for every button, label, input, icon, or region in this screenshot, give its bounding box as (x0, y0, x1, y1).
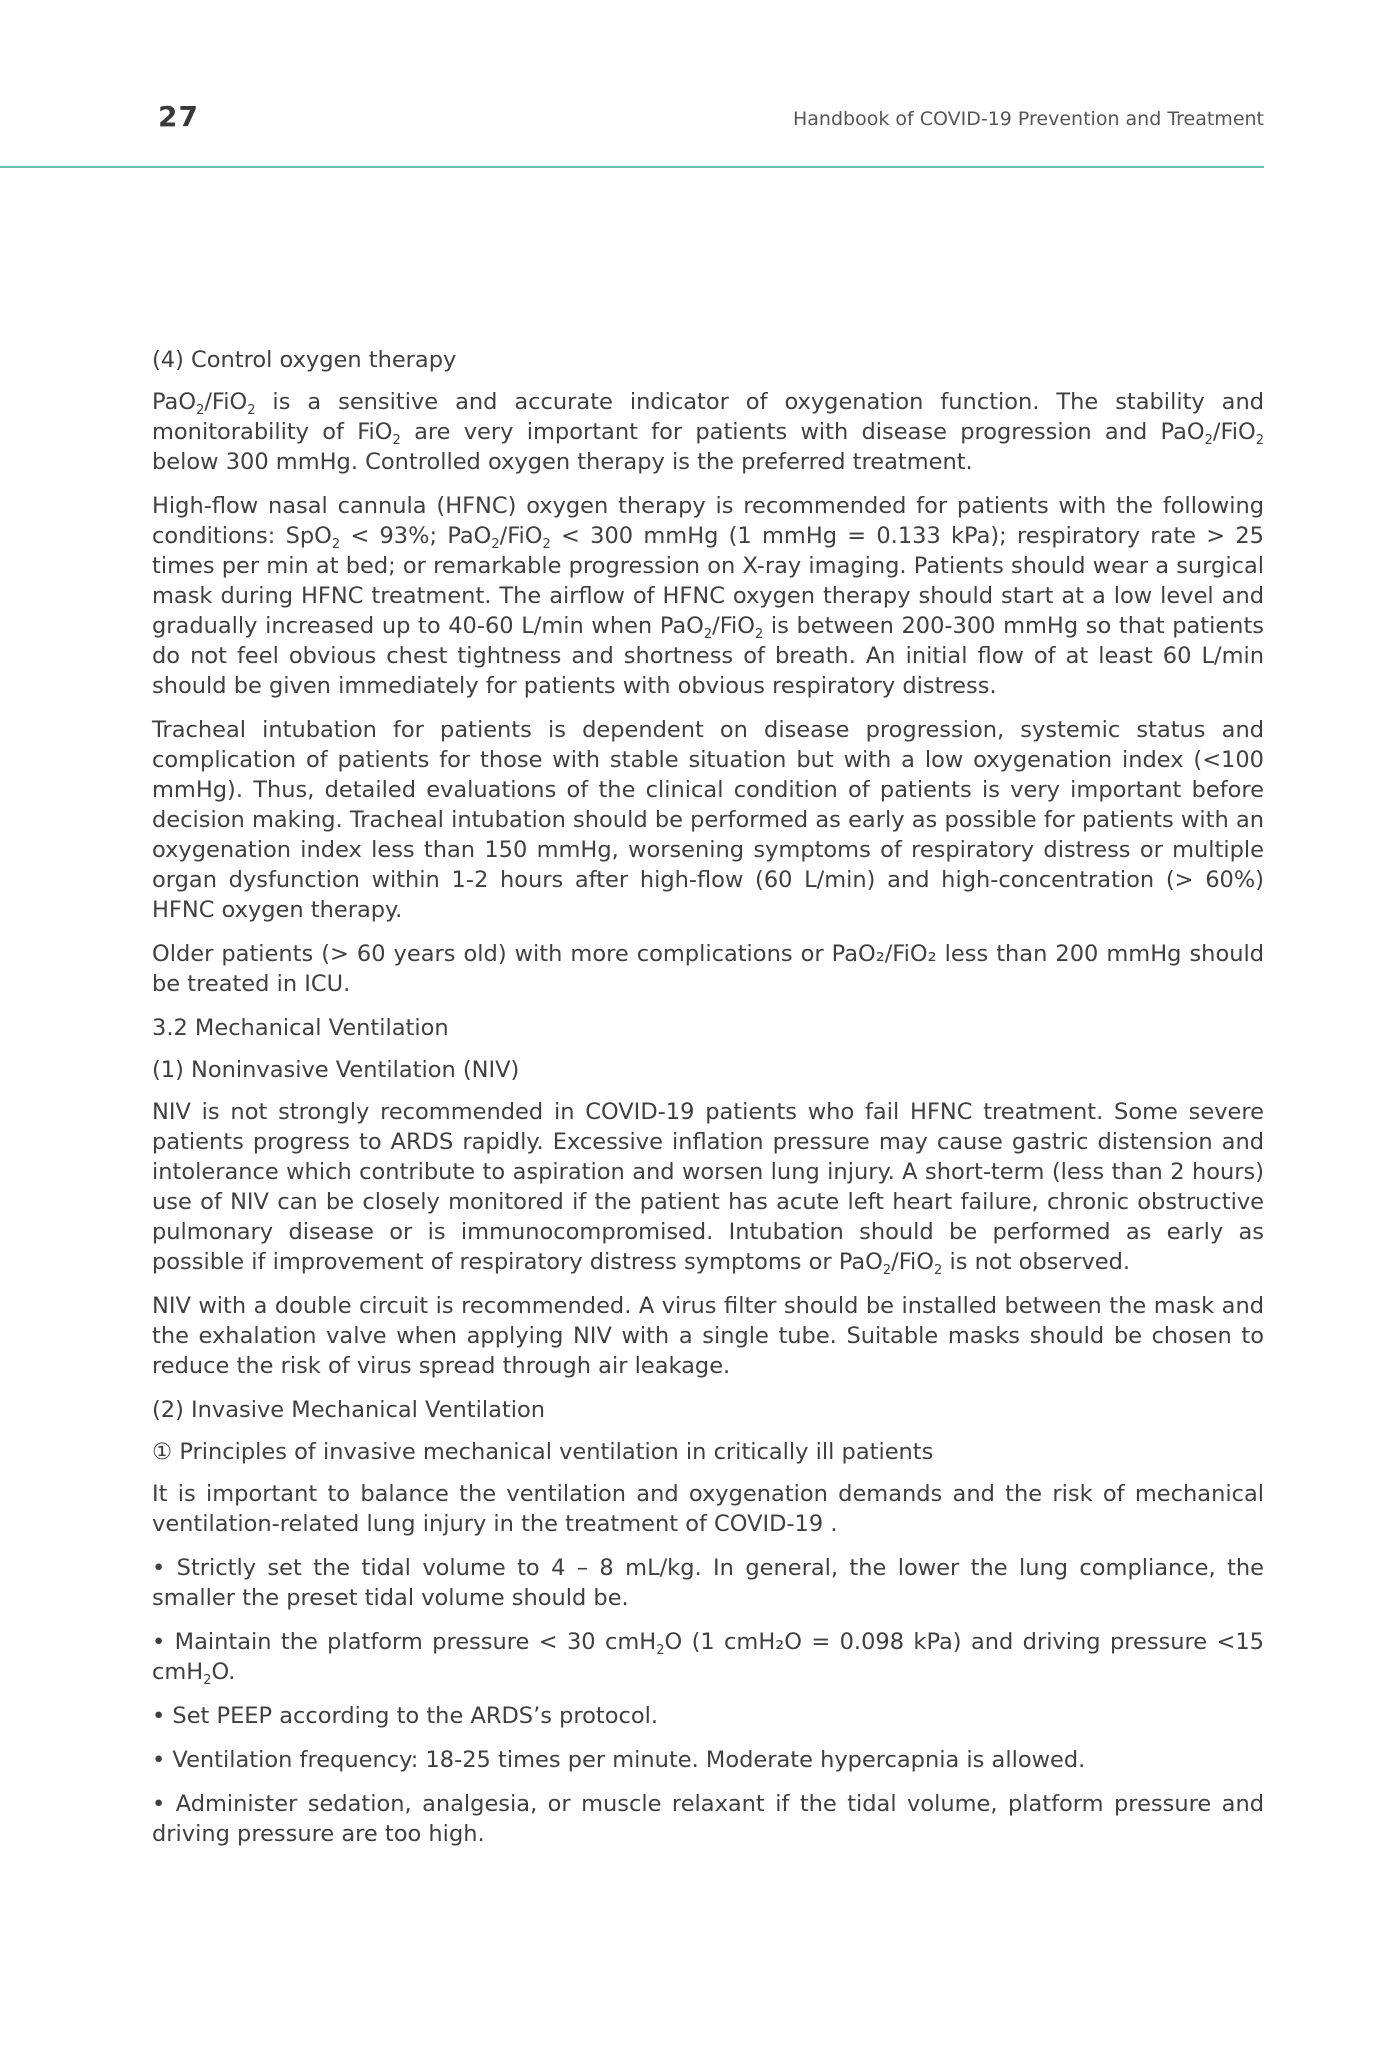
paragraph-hfnc-therapy: High-flow nasal cannula (HFNC) oxygen therapy is recommended for patients with the following conditions: SpO$_2$ < 93%; PaO$_2$/FiO$_2$ < 300 mmHg (1 mmHg = 0.133 kPa); respiratory rate > 25 times per min at bed; or remarkable progression on X-ray imaging. Patients should wear a surgical mask during HFNC treatment. The airflow of HFNC oxygen therapy should start at a low level and gradually increased up to 40-60 L/min when PaO$_2$/FiO$_2$ is between 200-300 mmHg so that patients do not feel obvious chest tightness and shortness of breath. An initial flow of at least 60 L/min should be given immediately for patients with obvious respiratory distress. (152, 493, 1264, 699)
page-header (0, 0, 1397, 170)
bullet-ventilation-frequency: • Ventilation frequency: 18-25 times per minute. Moderate hypercapnia is allowed. (152, 1747, 1086, 1773)
page-number: 27 (158, 100, 199, 133)
section-heading-control-oxygen-therapy: (4) Control oxygen therapy (152, 347, 457, 373)
paragraph-niv-double-circuit: NIV with a double circuit is recommended. A virus filter should be installed between the mask and the exhalation valve when applying NIV with a single tube. Suitable masks should be chosen to reduce the risk of virus spread through air leakage. (152, 1293, 1264, 1379)
bullet-peep: • Set PEEP according to the ARDS’s protocol. (152, 1703, 659, 1729)
page-body (152, 345, 1264, 1863)
header-divider (0, 166, 1264, 168)
bullet-platform-pressure: • Maintain the platform pressure < 30 cmH$_2$O (1 cmH₂O = 0.098 kPa) and driving pressure <15 cmH$_2$O. (152, 1629, 1264, 1688)
bullet-sedation: • Administer sedation, analgesia, or muscle relaxant if the tidal volume, platform pressure and driving pressure are too high. (152, 1791, 1264, 1847)
paragraph-niv-recommendation: NIV is not strongly recommended in COVID-19 patients who fail HFNC treatment. Some severe patients progress to ARDS rapidly. Excessive inflation pressure may cause gastric distension and intolerance which contribute to aspiration and worsen lung injury. A short-term (less than 2 hours) use of NIV can be closely monitored if the patient has acute left heart failure, chronic obstructive pulmonary disease or is immunocompromised. Intubation should be performed as early as possible if improvement of respiratory distress symptoms or PaO$_2$/FiO$_2$ is not observed. (152, 1099, 1264, 1278)
section-heading-mechanical-ventilation: 3.2 Mechanical Ventilation (152, 1015, 449, 1041)
paragraph-oxygenation-indicator: PaO$_2$/FiO$_2$ is a sensitive and accurate indicator of oxygenation function. The stability and monitorability of FiO$_2$ are very important for patients with disease progression and PaO$_2$/FiO$_2$ below 300 mmHg. Controlled oxygen therapy is the preferred treatment. (152, 389, 1264, 475)
subheading-noninvasive-ventilation: (1) Noninvasive Ventilation (NIV) (152, 1057, 520, 1083)
bullet-tidal-volume: • Strictly set the tidal volume to 4 – 8 mL/kg. In general, the lower the lung compliance, the smaller the preset tidal volume should be. (152, 1555, 1264, 1611)
running-title: Handbook of COVID-19 Prevention and Treatment (792, 108, 1264, 130)
subheading-imv-principles: ① Principles of invasive mechanical ventilation in critically ill patients (152, 1439, 934, 1465)
paragraph-tracheal-intubation: Tracheal intubation for patients is dependent on disease progression, systemic status and complication of patients for those with stable situation but with a low oxygenation index (<100 mmHg). Thus, detailed evaluations of the clinical condition of patients is very important before decision making. Tracheal intubation should be performed as early as possible for patients with an oxygenation index less than 150 mmHg, worsening symptoms of respiratory distress or multiple organ dysfunction within 1-2 hours after high-flow (60 L/min) and high-concentration (> 60%) HFNC oxygen therapy. (152, 717, 1264, 923)
paragraph-balance-ventilation: It is important to balance the ventilation and oxygenation demands and the risk of mechanical ventilation-related lung injury in the treatment of COVID-19 . (152, 1481, 1264, 1537)
subheading-invasive-mechanical-ventilation: (2) Invasive Mechanical Ventilation (152, 1397, 546, 1423)
paragraph-older-patients-icu: Older patients (> 60 years old) with more complications or PaO₂/FiO₂ less than 200 mmHg should be treated in ICU. (152, 941, 1264, 997)
